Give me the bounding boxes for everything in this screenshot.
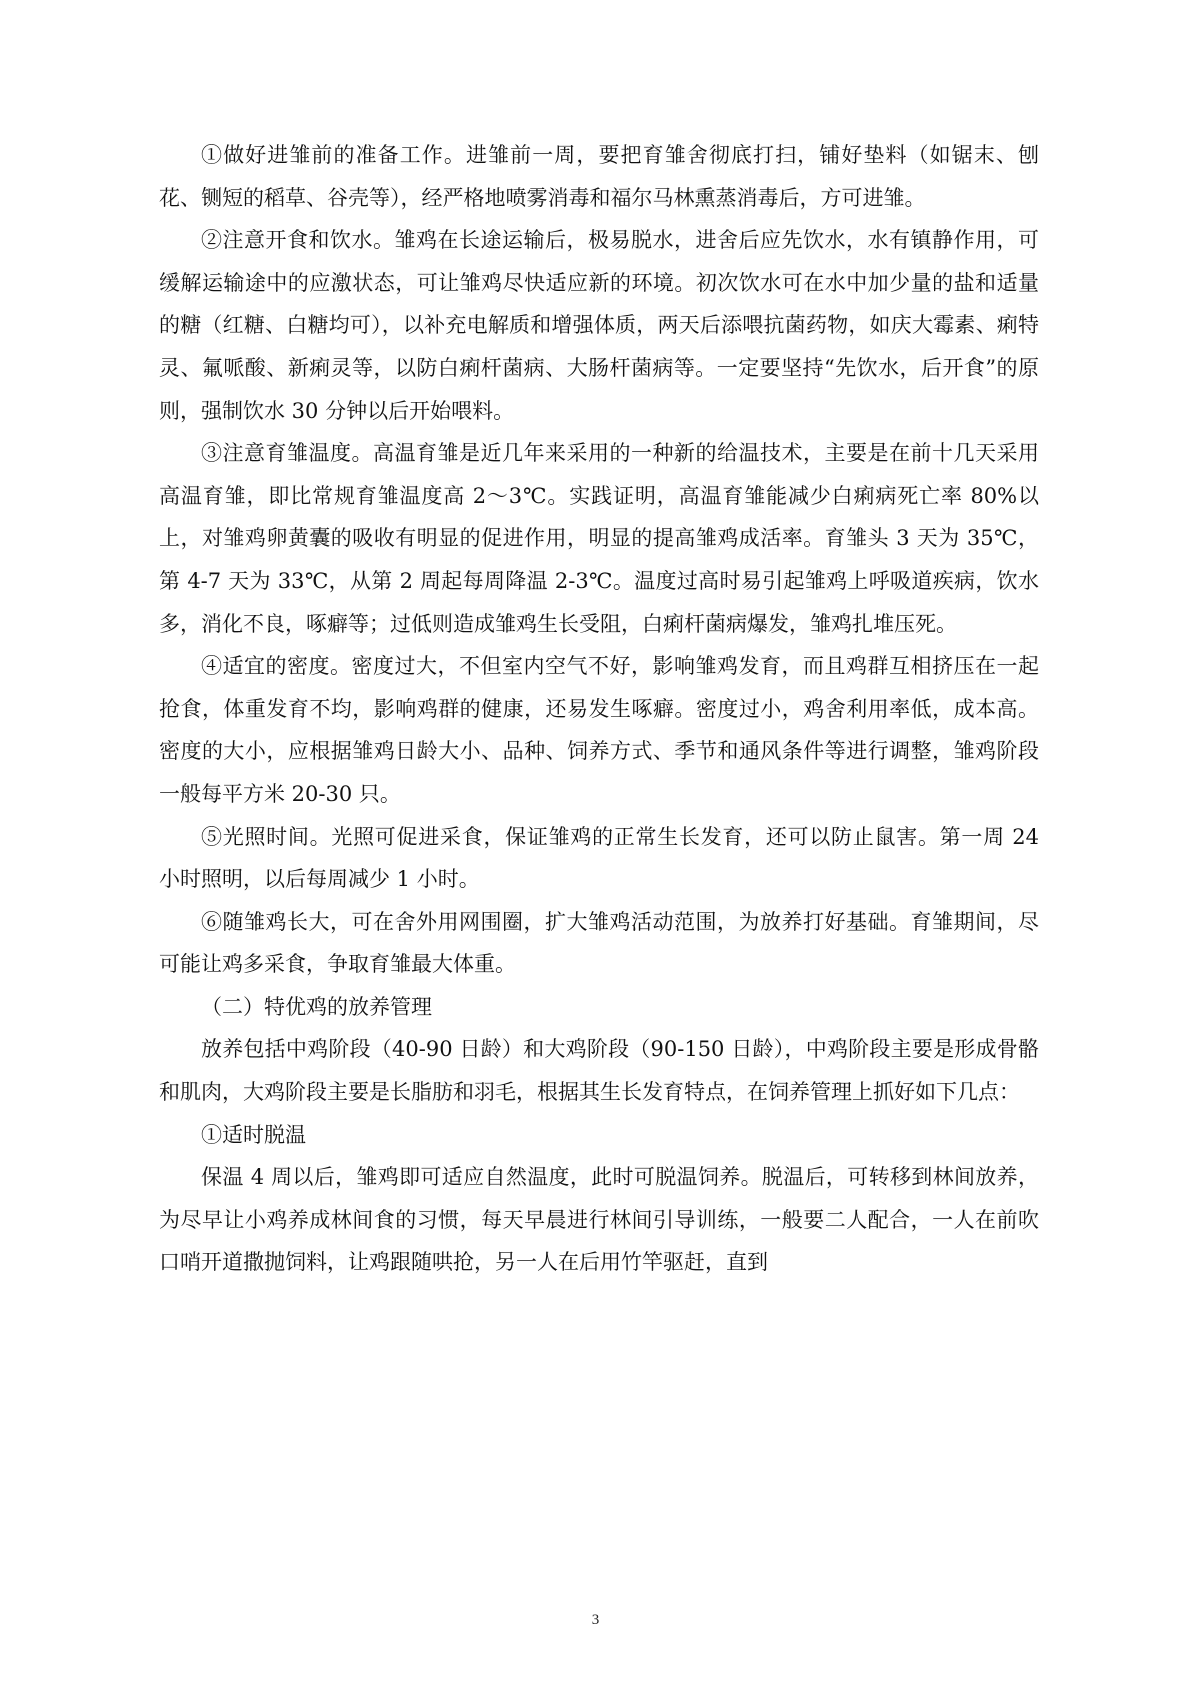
paragraph-weaning-details: 保温 4 周以后，雏鸡即可适应自然温度，此时可脱温饲养。脱温后，可转移到林间放养，为尽早让小鸡养成林间食的习惯，每天早晨进行林间引导训练，一般要二人配合，一人在前吹口哨开道撒抛饲料，让鸡跟随哄抢，另一人在后用竹竿驱赶，直到 bbox=[159, 1165, 1039, 1275]
paragraph-brooding-temperature: ③注意育雏温度。高温育雏是近几年来采用的一种新的给温技术，主要是在前十几天采用高温育雏，即比常规育雏温度高 2～3℃。实践证明，高温育雏能减少白痢病死亡率 80%以上，对雏鸡卵黄囊的吸收有明显的促进作用，明显的提高雏鸡成活率。育雏头 3 天为 35℃，第 4-7 天为 33℃，从第 2 周起每周降温 2-3℃。温度过高时易引起雏鸡上呼吸道疾病，饮水多，消化不良，啄癖等；过低则造成雏鸡生长受阻，白痢杆菌病爆发，雏鸡扎堆压死。 bbox=[159, 441, 1039, 636]
paragraph-lighting-time: ⑤光照时间。光照可促进采食，保证雏鸡的正常生长发育，还可以防止鼠害。第一周 24 小时照明，以后每周减少 1 小时。 bbox=[159, 824, 1039, 892]
document-body bbox=[159, 134, 1039, 1284]
page-number: 3 bbox=[591, 1612, 600, 1628]
paragraph-brooding-preparation: ①做好进雏前的准备工作。进雏前一周，要把育雏舍彻底打扫，铺好垫料（如锯末、刨花、铡短的稻草、谷壳等），经严格地喷雾消毒和福尔马林熏蒸消毒后，方可进雏。 bbox=[159, 143, 1039, 210]
paragraph-outdoor-enclosure: ⑥随雏鸡长大，可在舍外用网围圈，扩大雏鸡活动范围，为放养打好基础。育雏期间，尽可能让鸡多采食，争取育雏最大体重。 bbox=[159, 909, 1039, 977]
paragraph-feeding-and-water: ②注意开食和饮水。雏鸡在长途运输后，极易脱水，进舍后应先饮水，水有镇静作用，可缓解运输途中的应激状态，可让雏鸡尽快适应新的环境。初次饮水可在水中加少量的盐和适量的糖（红糖、白糖均可），以补充电解质和增强体质，两天后添喂抗菌药物，如庆大霉素、痢特灵、氟哌酸、新痢灵等，以防白痢杆菌病、大肠杆菌病等。一定要坚持“先饮水，后开食”的原则，强制饮水 30 分钟以后开始喂料。 bbox=[159, 228, 1039, 423]
subheading-weaning: ①适时脱温 bbox=[201, 1122, 306, 1147]
section-intro-paragraph: 放养包括中鸡阶段（40-90 日龄）和大鸡阶段（90-150 日龄），中鸡阶段主要是形成骨骼和肌肉，大鸡阶段主要是长脂肪和羽毛，根据其生长发育特点，在饲养管理上抓好如下几点： bbox=[159, 1037, 1039, 1105]
paragraph-stocking-density: ④适宜的密度。密度过大，不但室内空气不好，影响雏鸡发育，而且鸡群互相挤压在一起抢食，体重发育不均，影响鸡群的健康，还易发生啄癖。密度过小，鸡舍利用率低，成本高。密度的大小，应根据雏鸡日龄大小、品种、饲养方式、季节和通风条件等进行调整，雏鸡阶段一般每平方米 20-30 只。 bbox=[159, 654, 1039, 806]
section-heading: （二）特优鸡的放养管理 bbox=[201, 994, 432, 1019]
